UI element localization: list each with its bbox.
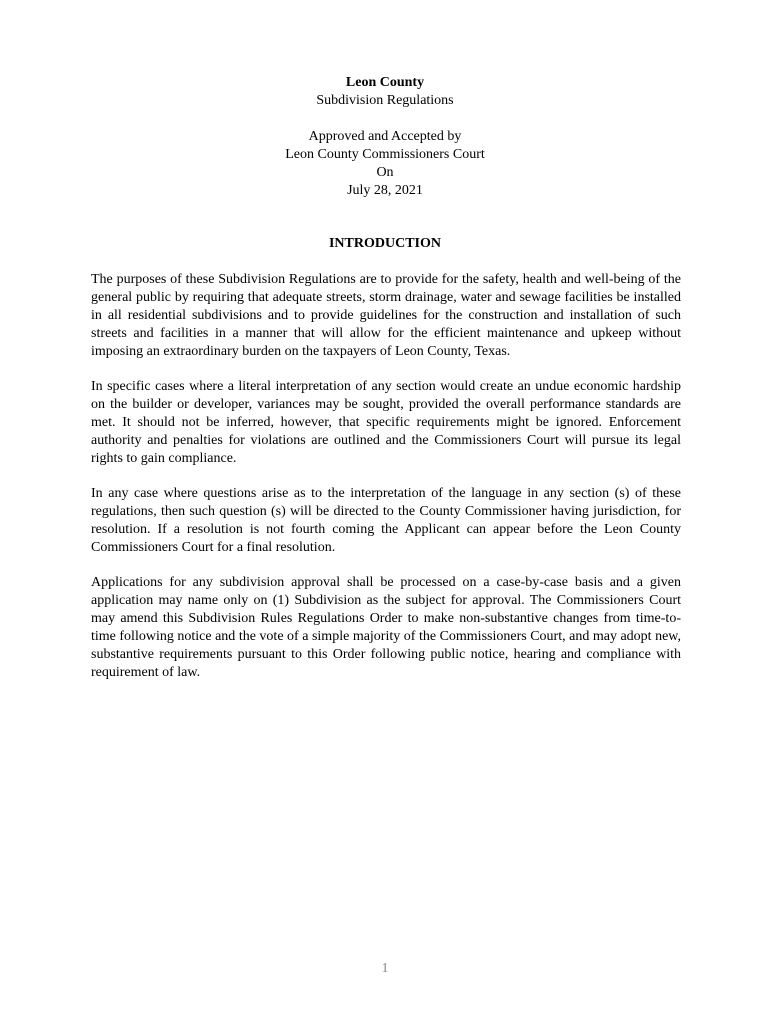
- paragraph-applications: Applications for any subdivision approval shall be processed on a case-by-case basis and a given application may name only on (1) Subdivision as the subject for approval. The Commissioners Court may amend this Subdivision Rules Regulations Order to make non-substantive changes from time-to-time following notice and the vote of a simple majority of the Commissioners Court, and may adopt new, substantive requirements pursuant to this Order following public notice, hearing and compliance with requirement of law.: [91, 575, 681, 680]
- paragraph-interpretation: In any case where questions arise as to the interpretation of the language in any section (s) of these regulations, then such question (s) will be directed to the County Commissioner having jurisdiction, for resolution. If a resolution is not fourth coming the Applicant can appear before the Leon County Commissioners Court for a final resolution.: [91, 486, 681, 555]
- document-subtitle: Subdivision Regulations: [316, 93, 454, 108]
- paragraph-variances: In specific cases where a literal interpretation of any section would create an undue economic hardship on the builder or developer, variances may be sought, provided the overall performance standards are met. It should not be inferred, however, that specific requirements might be ignored. Enforcement authority and penalties for violations are outlined and the Commissioners Court will pursue its legal rights to gain compliance.: [91, 379, 681, 466]
- page-number: 1: [381, 961, 389, 976]
- section-heading: INTRODUCTION: [328, 236, 441, 251]
- paragraph-purpose: The purposes of these Subdivision Regulations are to provide for the safety, health and well-being of the general public by requiring that adequate streets, storm drainage, water and sewage facilities be installed in all residential subdivisions and to provide guidelines for the construction and installation of such streets and facilities in a manner that will allow for the efficient maintenance and upkeep without imposing an extraordinary burden on the taxpayers of Leon County, Texas.: [91, 272, 681, 359]
- county-title: Leon County: [345, 75, 425, 90]
- approval-date: July 28, 2021: [347, 183, 423, 198]
- document-header: [0, 74, 770, 200]
- document-body: [91, 271, 681, 699]
- header-spacer: [0, 110, 770, 128]
- court-line: Leon County Commissioners Court: [285, 147, 485, 162]
- on-line: On: [376, 165, 394, 180]
- approved-line: Approved and Accepted by: [308, 129, 462, 144]
